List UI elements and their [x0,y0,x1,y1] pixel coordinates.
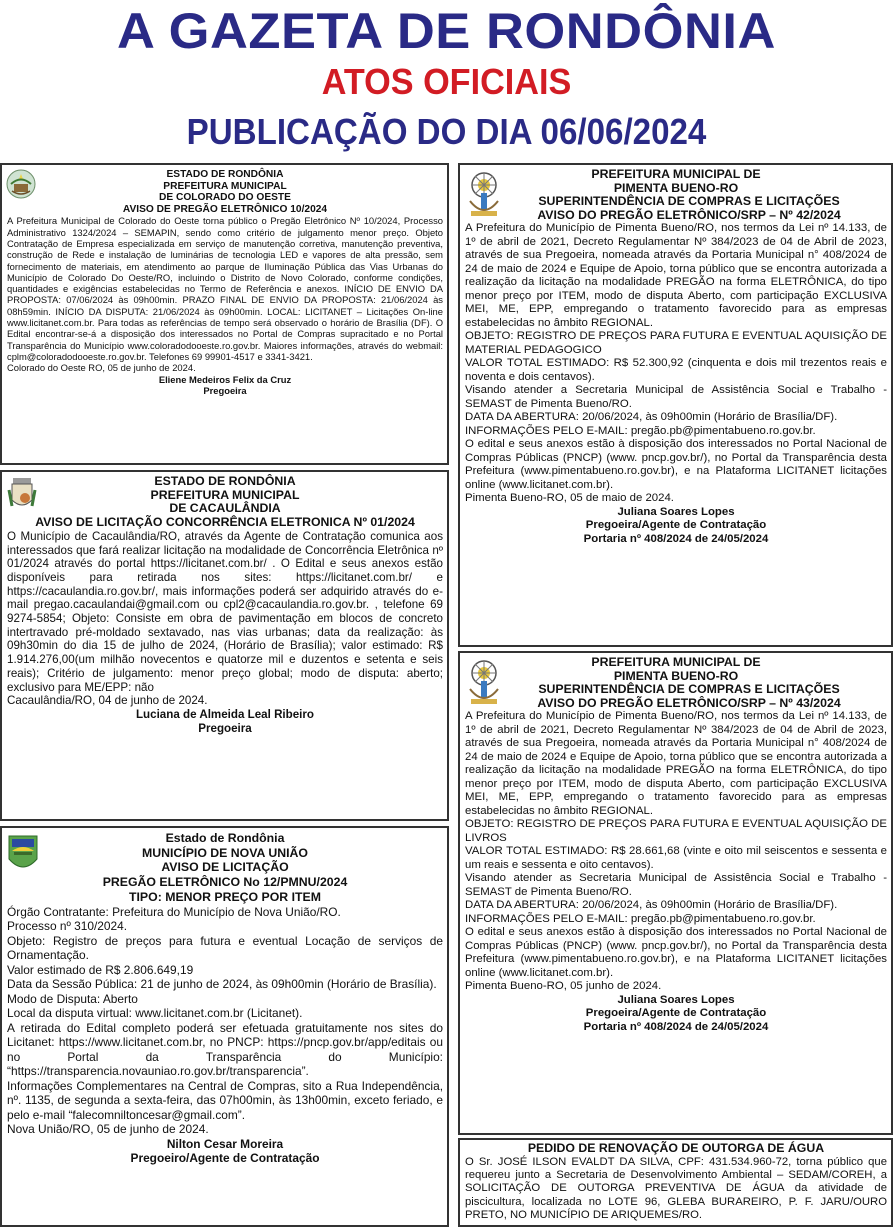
portaria: Portaria nº 408/2024 de 24/05/2024 [583,533,769,546]
pimenta-bueno-coat-of-arms-icon [466,171,502,221]
header-line: AVISO DO PREGÃO ELETRÔNICO/SRP – Nº 42/2024 [537,207,841,222]
header-line: ESTADO DE RONDÔNIA [154,474,296,488]
pimenta-bueno-coat-of-arms-icon [466,659,502,709]
signer-name: Nilton Cesar Moreira [166,1136,284,1151]
header-line: Estado de Rondônia [165,831,285,845]
header-line: PREFEITURA MUNICIPAL DE [591,655,761,669]
signer-role: Pregoeira/Agente de Contratação [585,519,767,532]
notice-header [7,475,443,530]
notice-body: O Sr. JOSÉ ILSON EVALDT DA SILVA, CPF: 431.534.960-72, torna público que requereu junto a Secretaria de Desenvolvimento Ambiental – SEDAM/COREH, a SOLICITAÇÃO DE OUTORGA PREVENTIVA DE ÁGUA da atividade de piscicultura, localizada no LOTE 96, GLEBA BURAREIRO, P. F. JARU/OURO PRETO, NO MUNICÍPIO DE ARIQUEMES/RO. [465,1155,887,1222]
place-date: Pimenta Bueno-RO, 05 junho de 2024. [465,980,662,993]
header-line: AVISO DE LICITAÇÃO [161,860,289,875]
signer-name: Juliana Soares Lopes [617,505,735,518]
notice-line: O edital e seus anexos estão à disposição dos interessados no Portal Nacional de Compras Públicas (PNCP) (www. pncp.gov.br/), no Portal da Transparência desta Prefeitura (www.pimentabueno.ro.gov.br), e na Plataforma LICITANET licitações online (www.licitanet.com.br). [465,926,887,979]
notice-line: Local da disputa virtual: www.licitanet.com.br (Licitanet). [7,1006,303,1021]
header-line: DE CACAULÂNDIA [169,501,281,516]
header-line: PREFEITURA MUNICIPAL [150,487,300,502]
header-line: TIPO: MENOR PREÇO POR ITEM [129,889,321,904]
header-line: AVISO DO PREGÃO ELETRÔNICO/SRP – Nº 43/2024 [537,695,841,710]
notice-line: A retirada do Edital completo poderá ser efetuada gratuitamente nos sites do Licitanet: https://www.licitanet.com.br, no PNCP: https://pncp.gov.br/app/editais ou no Portal da Transparência do Município: “https://transparencia.novauniao.ro.gov.br/transparencia”. [7,1020,443,1079]
section-title: ATOS OFICIAIS [321,61,572,102]
notice-line: OBJETO: REGISTRO DE PREÇOS PARA FUTURA E EVENTUAL AQUISIÇÃO DE LIVROS [465,818,887,844]
notice-line: OBJETO: REGISTRO DE PREÇOS PARA FUTURA E EVENTUAL AQUISIÇÃO DE MATERIAL PEDAGOGICO [465,330,887,356]
signer-role: Pregoeira/Agente de Contratação [585,1007,767,1020]
notice-line: VALOR TOTAL ESTIMADO: R$ 28.661,68 (vinte e oito mil seiscentos e sessenta e um reais e sessenta e oito centavos). [465,845,887,871]
signer-name: Luciana de Almeida Leal Ribeiro [135,707,315,721]
header-line: SUPERINTENDÊNCIA DE COMPRAS E LICITAÇÕES [538,682,840,697]
notice-line: DATA DA ABERTURA: 20/06/2024, às 09h00min (Horário de Brasília/DF). [465,411,838,424]
place-date: Nova União/RO, 05 de junho de 2024. [7,1122,209,1137]
notice-outorga-agua [458,1138,893,1227]
signer-name: Juliana Soares Lopes [617,993,735,1006]
header-line: PREFEITURA MUNICIPAL [163,180,287,192]
notice-header: PEDIDO DE RENOVAÇÃO DE OUTORGA DE ÁGUA [527,1141,825,1155]
header-line: PIMENTA BUENO-RO [613,180,739,195]
notice-line: Valor estimado de R$ 2.806.649,19 [7,962,194,977]
masthead [0,0,893,158]
notice-line: A Prefeitura do Município de Pimenta Bueno/RO, nos termos da Lei nº 14.133, de 1º de abril de 2021, Decreto Regulamentar Nº 384/2023 de 04 de Abril de 2023, através de sua Pregoeira, nomeada através da Portaria Municipal n° 408/2024 de 24 de maio de 2024 e Equipe de Apoio, torna público que se encontra autorizada a realização da licitação na modalidade PREGÃO na forma ELETRÔNICA, do tipo menor preço por ITEM, modo de disputa Aberto, com participação EXCLUSIVA MEI, ME, EPP, empregando o tratamento favorecido para as empresas estabelecidas no âmbito REGIONAL. [465,222,887,329]
header-line: PREGÃO ELETRÔNICO No 12/PMNU/2024 [102,875,348,890]
publication-date: PUBLICAÇÃO DO DIA 06/06/2024 [186,111,707,152]
notice-line: VALOR TOTAL ESTIMADO: R$ 52.300,92 (cinquenta e dois mil trezentos reais e noventa e dois centavos). [465,357,887,383]
notice-line: Modo de Disputa: Aberto [7,991,138,1006]
header-line: PREFEITURA MUNICIPAL DE [591,167,761,181]
header-line: AVISO DE PREGÃO ELETRÔNICO 10/2024 [122,203,328,215]
notice-body: A Prefeitura Municipal de Colorado do Oeste torna público o Pregão Eletrônico Nº 10/2024, Processo Administrativo 1324/2024 – SEMAPIN, sendo como critério de julgamento menor preço. Objeto Contratação de Empresa especializada em serviço de manutenção corretiva, manutenção preventiva, construção de Rede e instalação de luminárias de tecnologia LED e vapores de alta pressão, sem fornecimento de materiais, em atendimento ao parque de Iluminação Pública das Vias Urbanas do Município de Colorado Do Oeste/RO, incluindo o Distrito de Novo Colorado, conforme condições, quantidades e exigências estabelecidas no Termo de Referência e anexos. INÍCIO DE ENVIO DA PROPOSTA: 07/06/2024 às 09h00min. PRAZO FINAL DE ENVIO DA PROPOSTA: 21/06/2024 às 08h59min. INÍCIO DA DISPUTA: 21/06/2024 às 09h00min. LOCAL: LICITANET – Licitações On-line www.licitanet.com.br. Para todas as referências de tempo será observado o horário de Brasília (DF). O Edital encontrar-se-á a disposição dos interessados no Portal de Compras supracitado e no Portal Transparência do Município www.coloradodooeste.ro.gov.br. Maiores informações, através do webmail: cplm@coloradodooeste.ro.gov.br. Telefones 69 99901-4517 e 3341-3421. [7,215,443,362]
notice-nova-uniao [0,826,449,1227]
notice-header [465,656,887,710]
notice-line: Processo nº 310/2024. [7,919,128,934]
notice-line: A Prefeitura do Município de Pimenta Bueno/RO, nos termos da Lei nº 14.133, de 1º de abril de 2021, Decreto Regulamentar Nº 384/2023 de 04 de Abril de 2023, através de sua Pregoeira, nomeada através da Portaria Municipal n° 408/2024 de 24 de maio de 2024 e Equipe de Apoio, torna público que se encontra autorizada a realização da licitação na modalidade PREGÃO na forma ELETRÔNICA, do tipo menor preço por ITEM, modo de disputa Aberto, com participação EXCLUSIVA MEI, ME, EPP, empregando o tratamento favorecido para as empresas estabelecidas no âmbito REGIONAL. [465,710,887,817]
cacaulandia-coat-of-arms-icon [7,476,37,512]
notice-header [465,168,887,222]
notice-cacaulandia [0,470,449,821]
notice-colorado-do-oeste [0,163,449,465]
header-line: ESTADO DE RONDÔNIA [166,169,284,180]
place-date: Pimenta Bueno-RO, 05 de maio de 2024. [465,492,674,505]
notice-pimenta-bueno-43 [458,651,893,1135]
signer-role: Pregoeiro/Agente de Contratação [130,1151,320,1166]
notice-line: DATA DA ABERTURA: 20/06/2024, às 09h00min (Horário de Brasília/DF). [465,899,838,912]
header-line: SUPERINTENDÊNCIA DE COMPRAS E LICITAÇÕES [538,194,840,209]
notice-line: Visando atender a Secretaria Municipal de Assistência Social e Trabalho - SEMAST de Pimenta Bueno/RO. [465,384,887,410]
notice-line: Visando atender as Secretaria Municipal de Assistência Social e Trabalho - SEMAST de Pimenta Bueno/RO. [465,872,887,898]
header-line: DE COLORADO DO OESTE [159,192,291,204]
header-line: MUNICÍPIO DE NOVA UNIÃO [141,845,308,860]
colorado-do-oeste-coat-of-arms-icon [6,169,36,199]
header-line: PIMENTA BUENO-RO [613,668,739,683]
notice-line: O edital e seus anexos estão à disposição dos interessados no Portal Nacional de Compras Públicas (PNCP) (www. pncp.gov.br/), no Portal da Transparência desta Prefeitura (www.pimentabueno.ro.gov.br), e na Plataforma LICITANET licitações online (www.licitanet.com.br). [465,438,887,491]
notice-body: O Município de Cacaulândia/RO, através da Agente de Contratação comunica aos interessados que fará realizar licitação na modalidade de Concorrência Eletrônica nº 01/2024 através do portal https://licitanet.com.br/ . O Edital e seus anexos estão disponíveis para retirada nos sites: https://licitanet.com.br/ e https://cacaulandia.ro.gov.br/, mais informações poderá ser adquirido através do e-mail pregao.cacaulandai@gmail.com ou cpl2@cacaulandia.ro.gov.br. , telefone 69 9274-5854; Objeto: Consiste em obra de pavimentação em blocos de concreto intertravado pré-moldado sextavado, nas vias urbanas; data da realização: às 09h30min do dia 15 de julho de 2024, (Horário de Brasília); valor estimado: R$ 1.914.276,00(um milhão novecentos e quatorze mil e duzentos e setenta e seis reais); Critério de julgamento: menor preço global; modo de disputa: aberto; exclusivo para ME/EPP: não [7,529,443,694]
signer-role: Pregoeira [203,384,247,396]
place-date: Cacaulândia/RO, 04 de junho de 2024. [7,694,208,708]
signer-name: Eliene Medeiros Felix da Cruz [158,373,292,385]
header-line: AVISO DE LICITAÇÃO CONCORRÊNCIA ELETRONICA Nº 01/2024 [35,515,415,530]
place-date: Colorado do Oeste RO, 05 de junho de 2024. [7,362,196,374]
signer-role: Pregoeira [198,721,252,735]
notice-line: Órgão Contratante: Prefeitura do Município de Nova União/RO. [7,904,341,919]
portaria: Portaria nº 408/2024 de 24/05/2024 [583,1021,769,1034]
notice-line: Objeto: Registro de preços para futura e eventual Locação de serviços de Ornamentação. [7,933,443,963]
notice-line: Informações Complementares na Central de Compras, sito a Rua Independência, nº. 1135, de segunda a sexta-feira, das 07h00min, às 13h00min, exceto feriado, e pelo e-mail “falecomniltoncesar@gmail.com”. [7,1078,443,1122]
notice-header [7,831,443,905]
nova-uniao-coat-of-arms-icon [6,833,40,875]
notice-line: INFORMAÇÕES PELO E-MAIL: pregão.pb@pimentabueno.ro.gov.br. [465,424,816,437]
notice-header [7,169,443,215]
notice-line: Data da Sessão Pública: 21 de junho de 2024, às 09h00min (Horário de Brasília). [7,977,437,992]
notice-pimenta-bueno-42 [458,163,893,647]
newspaper-title: A GAZETA DE RONDÔNIA [117,3,776,59]
notice-line: INFORMAÇÕES PELO E-MAIL: pregão.pb@pimentabueno.ro.gov.br. [465,912,816,925]
